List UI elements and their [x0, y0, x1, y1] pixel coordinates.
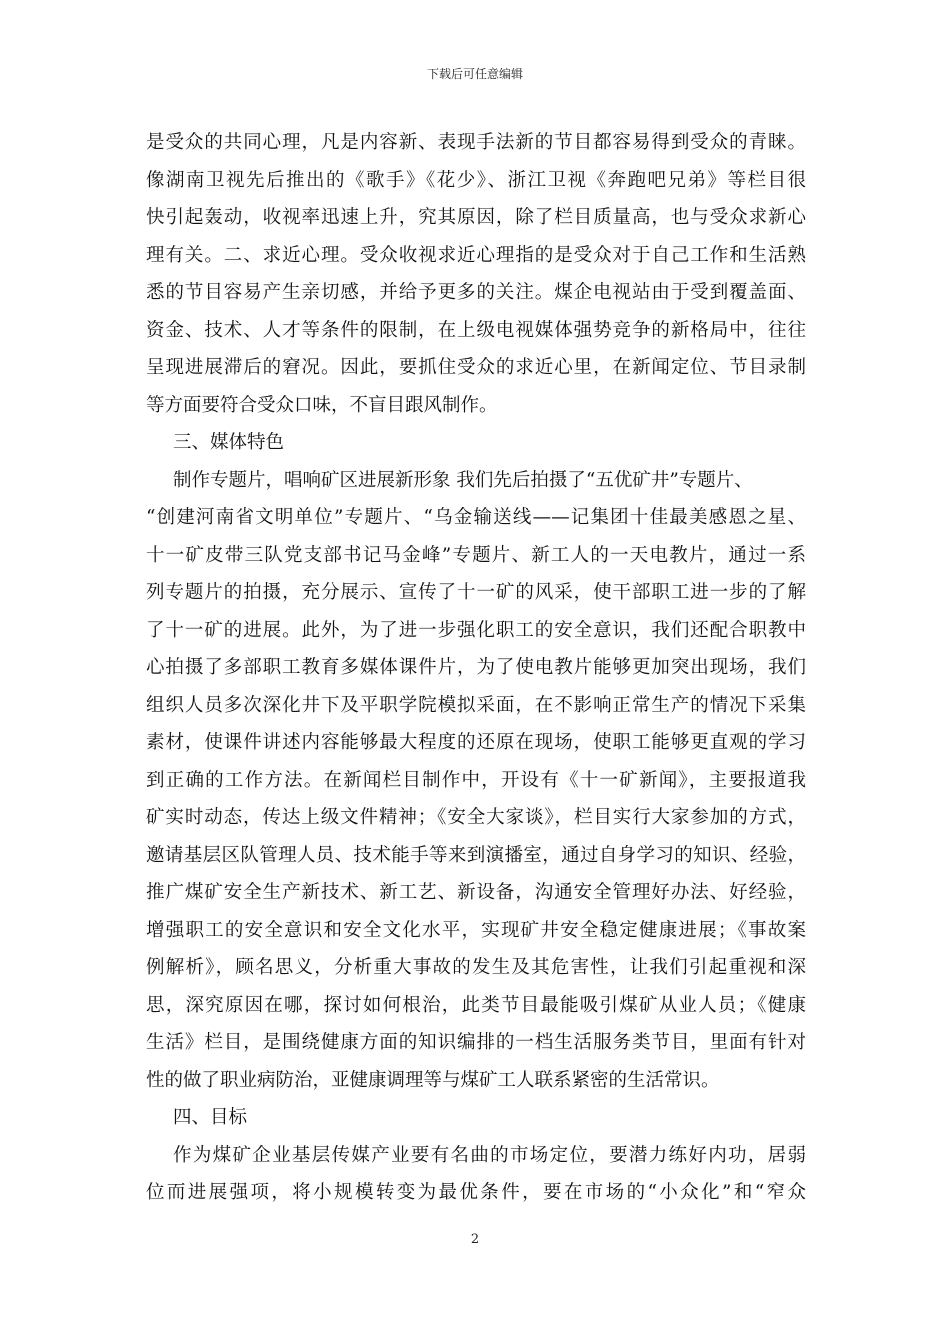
- text-line: 心拍摄了多部职工教育多媒体课件片，为了使电教片能够更加突出现场，我们: [146, 657, 806, 678]
- text-line: 像湖南卫视先后推出的《歌手》《花少》、浙江卫视《奔跑吧兄弟》等栏目很: [146, 169, 806, 191]
- text-line: 快引起轰动，收视率迅速上升，究其原因，除了栏目质量高，也与受众求新心: [146, 207, 806, 228]
- page-header: 下载后可任意编辑: [426, 67, 523, 81]
- text-line: 十一矿皮带三队党支部书记马金峰”专题片、新工人的一天电教片，通过一系: [146, 544, 806, 566]
- text-line: 邀请基层区队管理人员、技术能手等来到演播室，通过自身学习的知识、经验，: [146, 844, 806, 866]
- text-line: 是受众的共同心理，凡是内容新、表现手法新的节目都容易得到受众的青睐。: [146, 132, 806, 153]
- paragraph-first-line: 制作专题片，唱响矿区进展新形象 我们先后拍摄了“五优矿井”专题片、: [173, 469, 753, 491]
- text-line: 呈现进展滞后的窘况。因此，要抓住受众的求近心里，在新闻定位、节目录制: [146, 357, 806, 378]
- text-line: 列专题片的拍摄，充分展示、宣传了十一矿的风采，使干部职工进一步的了解: [146, 582, 806, 603]
- text-line: 等方面要符合受众口味，不盲目跟风制作。: [146, 394, 498, 416]
- text-line: 矿实时动态，传达上级文件精神；《安全大家谈》，栏目实行大家参加的方式，: [146, 807, 806, 828]
- text-line: 生活》栏目，是围绕健康方面的知识编排的一档生活服务类节目，里面有针对: [146, 1032, 806, 1053]
- section-heading: 三、媒体特色: [173, 432, 285, 453]
- text-line: 位而进展强项，将小规模转变为最优条件，要在市场的“小众化”和“窄众: [146, 1182, 806, 1203]
- text-line: 理有关。二、求近心理。受众收视求近心理指的是受众对于自己工作和生活熟: [146, 244, 806, 266]
- text-line: “创建河南省文明单位”专题片、“乌金输送线——记集团十佳最美感恩之星、: [146, 507, 806, 528]
- text-line: 组织人员多次深化井下及平职学院模拟采面，在不影响正常生产的情况下采集: [146, 694, 806, 716]
- text-line: 增强职工的安全意识和安全文化水平，实现矿井安全稳定健康进展；《事故案: [146, 919, 806, 941]
- text-line: 资金、技术、人才等条件的限制，在上级电视媒体强势竞争的新格局中，往往: [146, 319, 806, 341]
- text-line: 了十一矿的进展。此外，为了进一步强化职工的安全意识，我们还配合职教中: [146, 619, 806, 641]
- page-number: 2: [470, 1232, 480, 1247]
- text-line: 悉的节目容易产生亲切感，并给予更多的关注。煤企电视站由于受到覆盖面、: [146, 282, 806, 303]
- text-line: 到正确的工作方法。在新闻栏目制作中，开设有《十一矿新闻》，主要报道我: [146, 769, 806, 791]
- text-line: 性的做了职业病防治，亚健康调理等与煤矿工人联系紧密的生活常识。: [146, 1069, 720, 1091]
- text-line: 推广煤矿安全生产新技术、新工艺、新设备，沟通安全管理好办法、好经验，: [146, 882, 806, 903]
- section-heading: 四、目标: [173, 1107, 248, 1128]
- paragraph-first-line: 作为煤矿企业基层传媒产业要有名曲的市场定位，要潜力练好内功，居弱: [173, 1144, 806, 1166]
- document-body: [146, 124, 806, 1212]
- text-line: 思，深究原因在哪，探讨如何根治，此类节目最能吸引煤矿从业人员；《健康: [146, 994, 806, 1016]
- text-line: 素材，使课件讲述内容能够最大程度的还原在现场，使职工能够更直观的学习: [146, 732, 806, 753]
- text-line: 例解析》，顾名思义，分析重大事故的发生及其危害性，让我们引起重视和深: [146, 957, 806, 978]
